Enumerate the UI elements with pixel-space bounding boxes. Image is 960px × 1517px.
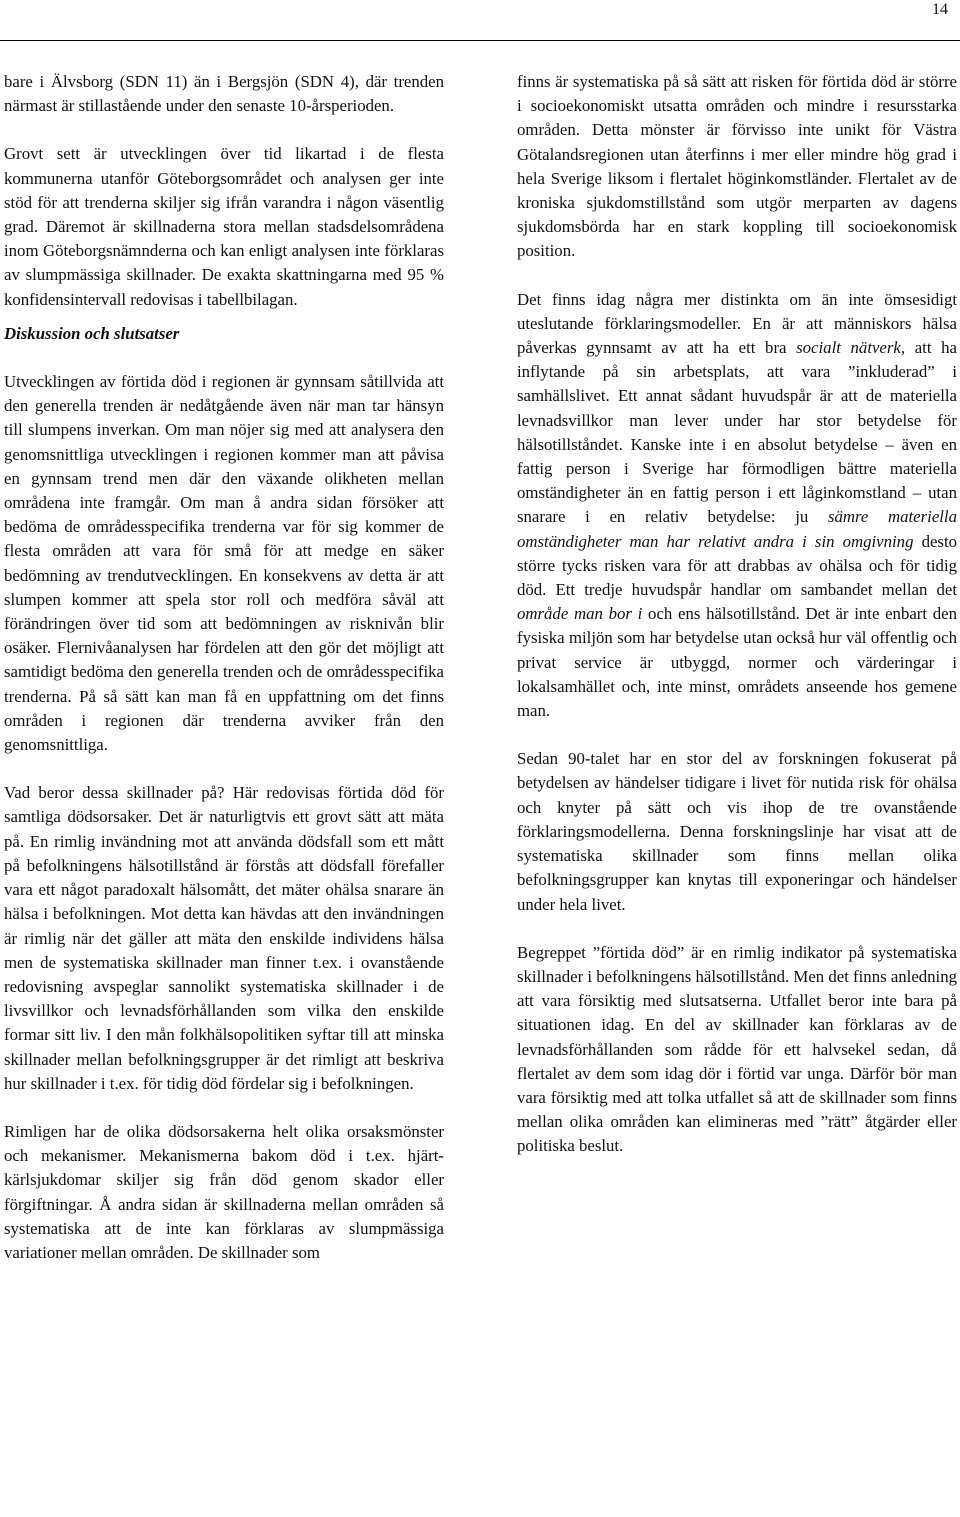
italic-phrase: område man bor i	[517, 604, 643, 624]
italic-phrase: socialt nätverk	[796, 338, 901, 358]
right-column	[517, 70, 957, 1159]
text-run: och ens hälsotillstånd. Det är inte enbart den fysiska miljön som har betydelse utan också hur väl offentlig och privat service är utbyggd, normer och värderingar i lokalsamhället och, inte minst, områdets anseende hos gemene man.	[517, 604, 957, 721]
text-run: , att ha inflytande på sin arbetsplats, att vara ”inkluderad” i samhällslivet. Ett annat sådant huvudspår är att de materiella levnadsvillkor man lever under har stor betydelse för hälsotillståndet. Kanske inte i en absolut betydelse – även en fattig person i Sverige har förmodligen bättre materiella omständigheter än en fattig person i ett låginkomstland – utan snarare i en relativ betydelse: ju	[517, 338, 957, 527]
paragraph: bare i Älvsborg (SDN 11) än i Bergsjön (SDN 4), där trenden närmast är stillastående under den senaste 10-årsperioden.	[4, 72, 444, 116]
italic-phrase: sämre materiella omständigheter man har relativt andra i sin omgivning	[517, 507, 957, 551]
paragraph: Begreppet ”förtida död” är en rimlig indikator på systematiska skillnader i befolkningens hälsotillstånd. Men det finns anledning att vara försiktig med slutsatserna. Utfallet beror inte bara på situationen idag. En del av skillnader kan förklaras av de levnadsförhållanden som rådde för ett halvsekel sedan, då flertalet av dem som idag dör i förtid var unga. Därför bör man vara försiktig med att tolka utfallet så att de skillnader som finns mellan olika områden kan elimineras med ”rätt” åtgärder eller politiska beslut.	[517, 942, 957, 1156]
paragraph: finns är systematiska på så sätt att risken för förtida död är större i socioekonomiskt utsatta områden och mindre i resursstarka områden. Detta mönster är förvisso inte unikt för Västra Götalandsregionen utan återfinns i mer eller mindre hög grad i hela Sverige liksom i flertalet höginkomstländer. Flertalet av de kroniska sjukdomstillstånd som utgör merparten av dagens sjukdomsbörda har en stark koppling till socioekonomisk position.	[517, 72, 957, 261]
paragraph: Vad beror dessa skillnader på? Här redovisas förtida död för samtliga dödsorsaker. Det är naturligtvis ett grovt sätt att mäta på. En rimlig invändning mot att använda dödsfall som ett mått på befolkningens hälsotillstånd är förstås att dödsfall förefaller vara ett något paradoxalt hälsomått, det mäter ohälsa snarare än hälsa i befolkningen. Mot detta kan hävdas att den invändningen är rimlig när det gäller att mäta den enskilde individens hälsa men de systematiska skillnader man finner t.ex. i ovanstående redovisning avspeglar sannolikt systematiska skillnader i de livsvillkor och levnadsförhållanden som vilka den enskilde formar sitt liv. I den mån folkhälsopolitiken syftar till att minska skillnader mellan befolkningsgrupper är det rimligt att beskriva hur skillnader i t.ex. för tidig död fördelar sig i befolkningen.	[4, 783, 444, 1093]
paragraph: Sedan 90-talet har en stor del av forskningen fokuserat på betydelsen av händelser tidigare i livet för nutida risk för ohälsa och knyter på sätt och vis ihop de tre ovanstående förklaringsmodellerna. Denna forskningslinje har visat att de systematiska skillnader som finns mellan olika befolkningsgrupper kan knytas till exponeringar och händelser under hela livet.	[517, 749, 957, 914]
page-number: 14	[932, 1, 948, 18]
paragraph: Rimligen har de olika dödsorsakerna helt olika orsaksmönster och mekanismer. Mekanismerna bakom död i t.ex. hjärt-kärlsjukdomar skiljer sig från död genom skador eller förgiftningar. Å andra sidan är skillnaderna mellan områden så systematiska att de inte kan förklaras av slumpmässiga variationer mellan områden. De skillnader som	[4, 1121, 444, 1262]
left-column	[4, 70, 444, 1265]
paragraph: Grovt sett är utvecklingen över tid likartad i de flesta kommunerna utanför Göteborgsområdet och analysen ger inte stöd för att trenderna skiljer sig ifrån varandra i någon väsentlig grad. Däremot är skillnaderna stora mellan stadsdelsområdena inom Göteborgsnämnderna och kan enligt analysen inte förklaras av slumpmässiga skillnader. De exakta skattningarna med 95 % konfidensintervall redovisas i tabellbilagan.	[4, 144, 444, 309]
header-rule	[0, 40, 960, 41]
text-run: Det finns idag några mer distinkta om än inte ömsesidigt uteslutande förklaringsmodeller. En är att människors hälsa påverkas gynnsamt av att ha ett bra	[517, 289, 957, 358]
section-heading: Diskussion och slutsatser	[4, 323, 180, 343]
paragraph: Utvecklingen av förtida död i regionen är gynnsam såtillvida att den generella trenden är nedåtgående även när man tar hänsyn till slumpens inverkan. Om man nöjer sig med att analysera den genomsnittliga utvecklingen i regionen kommer man att påvisa en gynnsam trend men där den växande olikheten mellan områdena inte framgår. Om man å andra sidan försöker att bedöma de områdesspecifika trenderna var för sig kommer de flesta områden att vara för små för att medge en säker bedömning av trendutvecklingen. En konsekvens av detta är att slumpen kommer att spela stor roll och medföra såväl att förändringen över tid som att bedömningen av risknivån blir osäker. Flernivåanalysen har fördelen att den gör det möjligt att samtidigt bedöma den generella trenden och de områdesspecifika trenderna. På så sätt kan man få en uppfattning om det finns områden i regionen där trenderna avviker från den genomsnittliga.	[4, 372, 444, 755]
text-run: desto större tycks risken vara för att drabbas av ohälsa och för tidig död. Ett tredje huvudspår handlar om sambandet mellan det	[517, 531, 958, 600]
paragraph	[517, 288, 957, 724]
